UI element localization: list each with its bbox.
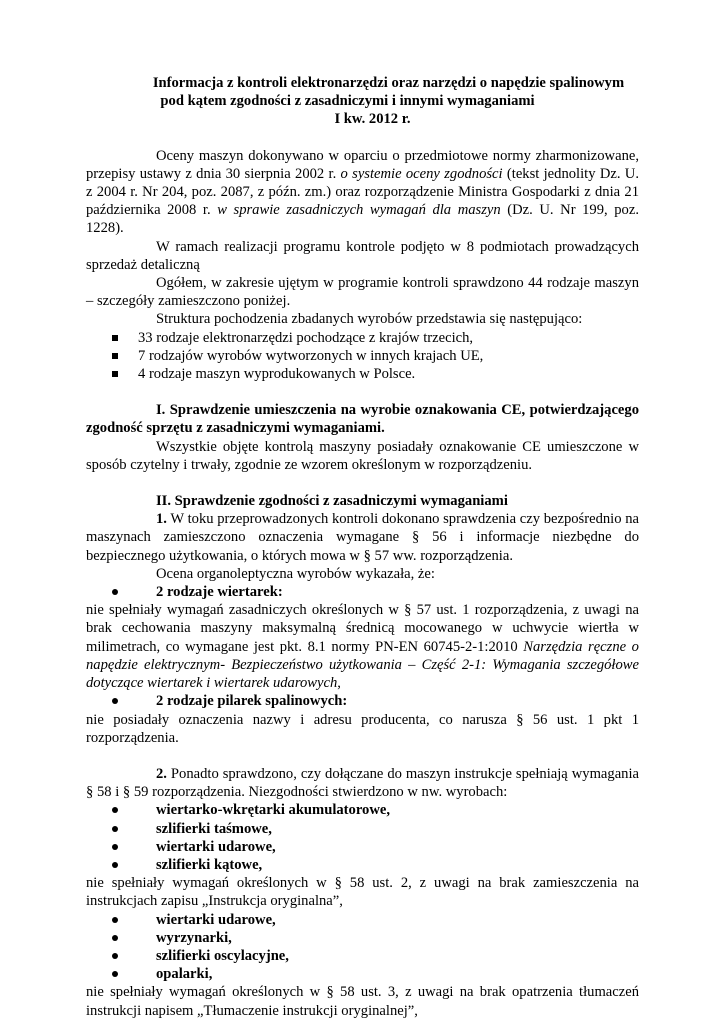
list-item: 2 rodzaje pilarek spalinowych: bbox=[86, 692, 639, 710]
origin-list bbox=[86, 329, 639, 384]
list-item: 2 rodzaje wiertarek: bbox=[86, 583, 639, 601]
drill-finding: nie spełniały wymagań zasadniczych określonych w § 57 ust. 1 rozporządzenia, z uwagi na brak cechowania maszyny maksymalną średnicą mocowanego w uchwycie wiertła w milimetrach, co wymagane jest pkt. 8.1 normy PN-EN 60745-2-1:2010 Narzędzia ręczne o napędzie elektrycznym- Bezpieczeństwo użytkowania – Część 2-1: Wymagania szczegółowe dotyczące wiertarek i wiertarek udarowych, bbox=[86, 602, 639, 692]
list-item: wiertarki udarowe, bbox=[86, 838, 639, 856]
intro-paragraph-4: Struktura pochodzenia zbadanych wyrobów przedstawia się następująco: bbox=[156, 311, 583, 328]
group-2-finding: nie spełniały wymagań określonych w § 58 ust. 3, z uwagi na brak opatrzenia tłumaczeń instrukcji napisem „Tłumaczenie instrukcji oryginalnej”, bbox=[86, 984, 639, 1019]
intro-paragraph-1: Oceny maszyn dokonywano w oparciu o przedmiotowe normy zharmonizowane, przepisy ustawy z dnia 30 sierpnia 2002 r. o systemie oceny zgodności (tekst jednolity Dz. U. z 2004 r. Nr 204, poz. 2087, z późn. zm.) oraz rozporządzenie Ministra Gospodarki z dnia 21 października 2008 r. w sprawie zasadniczych wymagań dla maszyn (Dz. U. Nr 199, poz. 1228). bbox=[86, 147, 639, 237]
instruction-group-2 bbox=[86, 911, 639, 984]
list-item: wiertarki udarowe, bbox=[86, 911, 639, 929]
intro-paragraph-3: Ogółem, w zakresie ujętym w programie kontroli sprawdzono 44 rodzaje maszyn – szczegóły zamieszczono poniżej. bbox=[86, 275, 639, 310]
section-2-heading: II. Sprawdzenie zgodności z zasadniczymi wymaganiami bbox=[156, 493, 508, 510]
section-1-heading: I. Sprawdzenie umieszczenia na wyrobie oznakowania CE, potwierdzającego zgodność sprzętu z zasadniczymi wymaganiami. bbox=[86, 402, 639, 437]
list-item: wiertarko-wkrętarki akumulatorowe, bbox=[86, 801, 639, 819]
list-item: szlifierki oscylacyjne, bbox=[86, 947, 639, 965]
chainsaw-finding: nie posiadały oznaczenia nazwy i adresu producenta, co narusza § 56 ust. 1 pkt 1 rozporządzenia. bbox=[86, 711, 639, 746]
list-item: wyrzynarki, bbox=[86, 929, 639, 947]
section-1-text: Wszystkie objęte kontrolą maszyny posiadały oznakowanie CE umieszczone w sposób czytelny i trwały, zgodnie ze wzorem określonym w rozporządzeniu. bbox=[86, 438, 639, 473]
title-line-3: I kw. 2012 r. bbox=[334, 111, 411, 128]
list-item: 4 rodzaje maszyn wyprodukowanych w Polsce. bbox=[86, 365, 639, 383]
list-item: 33 rodzaje elektronarzędzi pochodzące z krajów trzecich, bbox=[86, 329, 639, 347]
document-title bbox=[86, 74, 639, 129]
instruction-group-1 bbox=[86, 801, 639, 874]
list-item: opalarki, bbox=[86, 965, 639, 983]
list-item: szlifierki kątowe, bbox=[86, 856, 639, 874]
list-item: 7 rodzajów wyrobów wytworzonych w innych krajach UE, bbox=[86, 347, 639, 365]
section-2-paragraph-1: 1. W toku przeprowadzonych kontroli dokonano sprawdzenia czy bezpośrednio na maszynach zamieszczono oznaczenia wymagane § 56 i informacje niezbędne do bezpiecznego użytkowania, o których mowa w § 57 ww. rozporządzenia. bbox=[86, 511, 639, 564]
intro-paragraph-2: W ramach realizacji programu kontrole podjęto w 8 podmiotach prowadzących sprzedaż detaliczną bbox=[86, 238, 639, 273]
list-item: szlifierki taśmowe, bbox=[86, 820, 639, 838]
section-2-paragraph-2: Ocena organoleptyczna wyrobów wykazała, że: bbox=[156, 565, 435, 582]
group-1-finding: nie spełniały wymagań określonych w § 58 ust. 2, z uwagi na brak zamieszczenia na instrukcjach zapisu „Instrukcja oryginalna”, bbox=[86, 875, 639, 910]
title-line-1: Informacja z kontroli elektronarzędzi oraz narzędzi o napędzie spalinowym bbox=[152, 75, 625, 91]
section-2-paragraph-3: 2. Ponadto sprawdzono, czy dołączane do maszyn instrukcje spełniają wymagania § 58 i § 59 rozporządzenia. Niezgodności stwierdzono w nw. wyrobach: bbox=[86, 765, 639, 801]
title-line-2: pod kątem zgodności z zasadniczymi i innymi wymaganiami bbox=[160, 93, 535, 110]
